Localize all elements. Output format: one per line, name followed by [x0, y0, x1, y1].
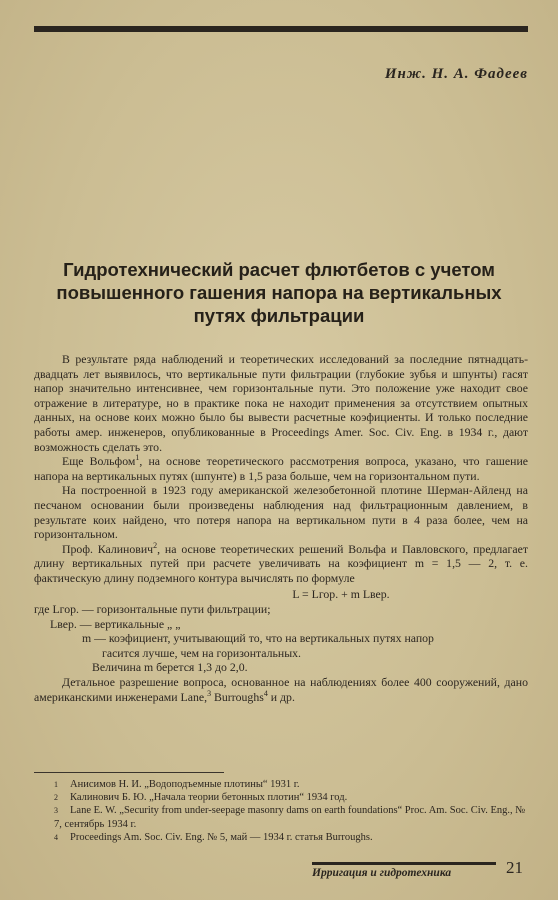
formula-definitions	[34, 602, 528, 675]
journal-name: Ирригация и гидротехника	[312, 867, 452, 879]
footnotes	[54, 778, 528, 844]
footnote-ref-2: 2	[153, 540, 158, 550]
footnote-number: 4	[54, 832, 58, 842]
footnote-text: Lane E. W. „Security from under-seepage masonry dams on earth foundations“ Proc. Am. Soc. Civ. Eng., № 7, сентябрь 1934 г.	[54, 805, 526, 830]
article-body	[34, 352, 528, 704]
footnote-2	[54, 791, 528, 804]
paragraph-1: В результате ряда наблюдений и теоретических исследований за последние пятнадцать-двадцать лет выявилось, что вертикальные пути фильтрации (глубокие зубья и шпунты) гасят напор значительно интенсивнее, чем горизонтальные пути. Это положение уже находит свое отражение в литературе, но в практике пока не находит применения за отсутствием опытных данных, на основе коих можно было бы вывести расчетные коэфициенты. И только последние работы амер. инженеров, опубликованные в Proceedings Amer. Soc. Civ. Eng. в 1934 г., дают возможность сделать это.	[34, 352, 528, 454]
paragraph-4-b: , на основе теоретических решений Вольфа и Павловского, предлагает длину вертикальных путей при расчете увеличивать на коэфициент m = 1,5 — 2, т. е. фактическую длину подземного контура вычислять по формуле	[34, 541, 529, 585]
formula: L = Lгор. + m Lвер.	[292, 586, 390, 601]
paragraph-3: На построенной в 1923 году американской железобетонной плотине Шерман-Айленд на песчаном основании были произведены наблюдения над фильтрационным давлением, в результате коих найдено, что потеря напора на вертикальном пути в 4 раза более, чем на горизонтальном.	[34, 483, 528, 542]
paragraph-5-c: и др.	[267, 689, 295, 704]
paragraph-5	[34, 675, 528, 704]
paragraph-5-a: Детальное разрешение вопроса, основанное на наблюдениях более 400 сооружений, дано американскими инженерами Lane,	[34, 675, 528, 704]
coefficient-range: Величина m берется 1,3 до 2,0.	[92, 660, 248, 675]
footnote-4	[54, 831, 528, 844]
footnote-ref-1: 1	[135, 453, 140, 463]
footnote-text: Proceedings Am. Soc. Civ. Eng. № 5, май — 1934 г. статья Burroughs.	[70, 831, 373, 843]
page-number: 21	[506, 858, 523, 877]
footnote-3	[54, 804, 528, 830]
footer-rule	[312, 862, 496, 865]
article-title: Гидротехнический расчет флютбетов с учетом повышенного гашения напора на вертикальных путях фильтрации	[56, 259, 502, 326]
footnote-number: 2	[54, 793, 58, 803]
paragraph-4	[34, 542, 528, 586]
footnote-ref-4: 4	[263, 688, 268, 698]
author: Инж. Н. А. Фадеев	[384, 66, 528, 82]
definition-vertical: Lвер. — вертикальные „ „	[50, 616, 181, 631]
footnote-number: 3	[54, 806, 58, 816]
footnote-rule	[34, 772, 224, 773]
paragraph-2-a: Еще Вольфом	[62, 454, 136, 469]
paragraph-2-b: , на основе теоретического рассмотрения вопроса, указано, что гашение напора на вертикальных путях (шпунте) в 1,5 раза больше, чем на горизонтальном пути.	[34, 454, 528, 483]
paragraph-4-a: Проф. Калинович	[62, 541, 154, 556]
footnote-ref-3: 3	[207, 688, 212, 698]
definition-coefficient: m — коэфициент, учитывающий то, что на вертикальных путях напор	[82, 631, 434, 646]
footnote-1	[54, 778, 528, 791]
paragraph-5-b: Burroughs	[211, 689, 264, 704]
paragraph-2	[34, 454, 528, 483]
footnote-text: Анисимов Н. И. „Водоподъемные плотины“ 1931 г.	[70, 779, 300, 790]
footnote-text: Калинович Б. Ю. „Начала теории бетонных плотин“ 1934 год.	[70, 792, 348, 804]
definition-coefficient-cont: гасится лучше, чем на горизонтальных.	[102, 645, 302, 660]
footnote-number: 1	[54, 780, 58, 789]
top-rule	[34, 26, 528, 32]
definition-horizontal: где Lгор. — горизонтальные пути фильтрации;	[34, 602, 271, 617]
